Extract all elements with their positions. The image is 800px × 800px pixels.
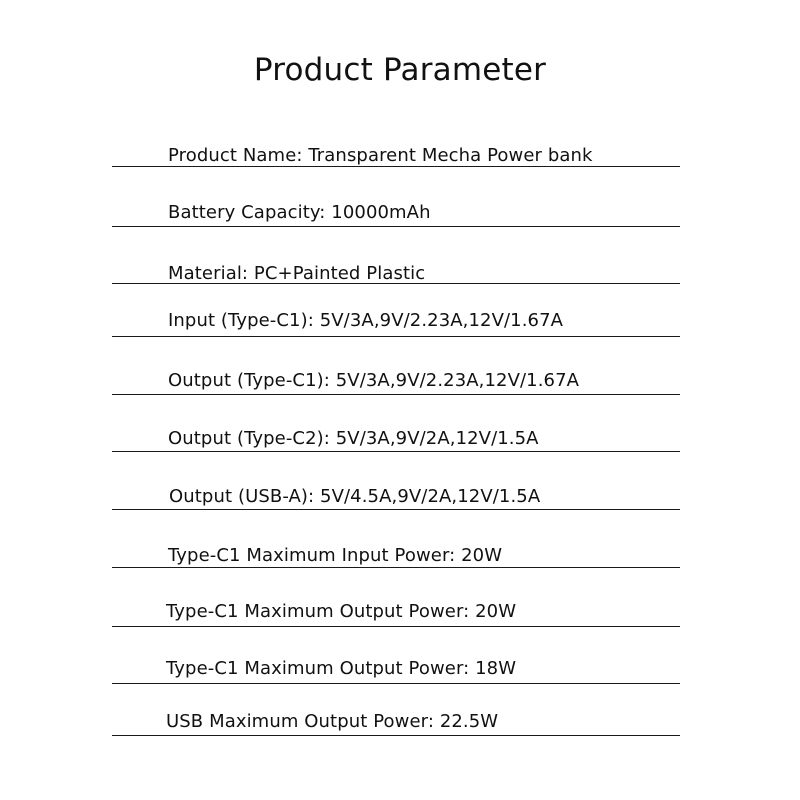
parameter-row-material (112, 243, 680, 284)
parameter-row-output-type-c1 (112, 354, 680, 395)
parameter-text: Output (Type-C1): 5V/3A,9V/2.23A,12V/1.67A (168, 370, 580, 391)
parameter-row-output-usb-a (112, 469, 680, 510)
parameter-row-usb-max-output (112, 695, 680, 736)
parameter-text: Output (USB-A): 5V/4.5A,9V/2A,12V/1.5A (169, 486, 541, 507)
parameter-text: Material: PC+Painted Plastic (168, 263, 426, 284)
parameter-text: Type-C1 Maximum Output Power: 20W (166, 601, 517, 622)
page-title: Product Parameter (253, 52, 547, 88)
parameter-text: Type-C1 Maximum Input Power: 20W (168, 545, 503, 566)
parameter-text: Battery Capacity: 10000mAh (168, 202, 431, 223)
parameter-row-type-c1-max-output-18w (112, 643, 680, 684)
parameter-text: Input (Type-C1): 5V/3A,9V/2.23A,12V/1.67A (168, 310, 564, 331)
parameter-row-battery-capacity (112, 186, 680, 227)
parameter-text: Type-C1 Maximum Output Power: 18W (166, 658, 517, 679)
parameter-row-product-name (112, 126, 680, 167)
parameter-text: Output (Type-C2): 5V/3A,9V/2A,12V/1.5A (168, 428, 539, 449)
parameter-row-type-c1-max-output-20w (112, 586, 680, 627)
parameter-text: Product Name: Transparent Mecha Power bank (168, 145, 593, 166)
parameter-row-input-type-c1 (112, 296, 680, 337)
parameter-row-output-type-c2 (112, 411, 680, 452)
parameter-text: USB Maximum Output Power: 22.5W (166, 711, 499, 732)
parameter-row-type-c1-max-input (112, 527, 680, 568)
